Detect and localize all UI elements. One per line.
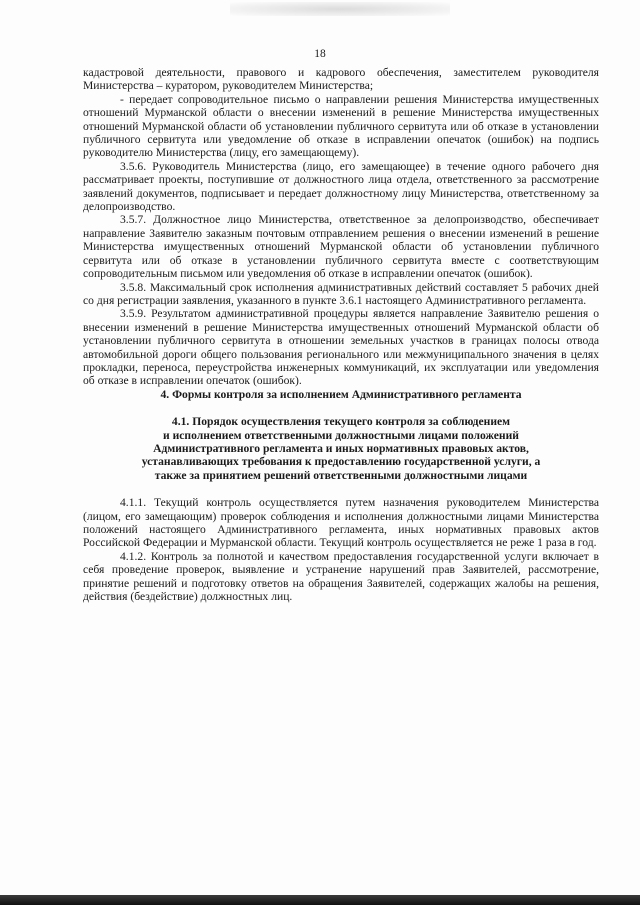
subsection-heading-line: устанавливающих требования к предоставлению государственной услуги, а bbox=[141, 455, 541, 469]
subsection-heading bbox=[83, 415, 599, 482]
subsection-heading-line: 4.1. Порядок осуществления текущего контроля за соблюдением bbox=[171, 415, 511, 429]
paragraph-4-1-1: 4.1.1. Текущий контроль осуществляется путем назначения руководителем Министерства (лицом, его замещающим) проверок соблюдения и исполнения должностными лицами Министерства положений настоящего Административного регламента, иных нормативных правовых актов Российской Федерации и Мурманской области. Текущий контроль осуществляется не реже 1 раза в год. bbox=[83, 496, 599, 550]
paragraph-bullet: - передает сопроводительное письмо о направлении решения Министерства имущественных отношений Мурманской области о внесении изменений в решение Министерства имущественных отношений Мурманской области об установлении публичного сервитута или об отказе в установлении публичного сервитута или уведомление об отказе в исправлении опечаток (ошибок) на подпись руководителю Министерства (лицу, его замещающему). bbox=[83, 92, 599, 160]
subsection-heading-line: Административного регламента и иных нормативных правовых актов, bbox=[153, 441, 529, 455]
document-body bbox=[83, 66, 599, 603]
paragraph-3-5-8: 3.5.8. Максимальный срок исполнения административных действий составляет 5 рабочих дней со дня регистрации заявления, указанного в пункте 3.6.1 настоящего Административного регламента. bbox=[83, 280, 599, 307]
page-number: 18 bbox=[314, 48, 326, 60]
subsection-heading-line: также за принятием решений ответственными должностными лицами bbox=[154, 468, 528, 482]
paragraph-4-1-2: 4.1.2. Контроль за полнотой и качеством предоставления государственной услуги включает в себя проведение проверок, выявление и устранение нарушений прав Заявителей, рассмотрение, принятие решений и подготовку ответов на обращения Заявителей, содержащих жалобы на решения, действия (бездействие) должностных лиц. bbox=[83, 549, 599, 604]
paragraph-3-5-6: 3.5.6. Руководитель Министерства (лицо, его замещающее) в течение одного рабочего дня рассматривает проекты, поступившие от должностного лица отдела, ответственного за рассмотрение заявлений документов, подписывает и передает должностному лицу Министерства, ответственному за делопроизводство. bbox=[83, 159, 599, 214]
subsection-heading-line: и исполнением ответственными должностными лицами положений bbox=[163, 428, 519, 442]
scan-bottom-edge bbox=[0, 895, 640, 905]
scan-smudge bbox=[230, 2, 450, 16]
section-heading: 4. Формы контроля за исполнением Административного регламента bbox=[160, 387, 522, 401]
paragraph-continuation: кадастровой деятельности, правового и кадрового обеспечения, заместителем руководителя Министерства – куратором, руководителем Министерства; bbox=[83, 66, 599, 93]
paragraph-3-5-7: 3.5.7. Должностное лицо Министерства, ответственное за делопроизводство, обеспечивает направление Заявителю заказным почтовым отправлением решения о внесении изменений в решение Министерства имущественных отношений Мурманской области об установлении публичного сервитута или об отказе в установлении публичного сервитута вместе с соответствующим сопроводительным письмом или уведомления об отказе в исправлении опечаток (ошибок). bbox=[83, 213, 599, 281]
paragraph-3-5-9: 3.5.9. Результатом административной процедуры является направление Заявителю решения о внесении изменений в решение Министерства имущественных отношений Мурманской области об установлении публичного сервитута в отношении земельных участков в границах полосы отвода автомобильной дороги общего пользования регионального или межмуниципального значения в целях прокладки, переноса, переустройства инженерных коммуникаций, их эксплуатации или уведомления об отказе в исправлении опечаток (ошибок). bbox=[83, 307, 599, 388]
